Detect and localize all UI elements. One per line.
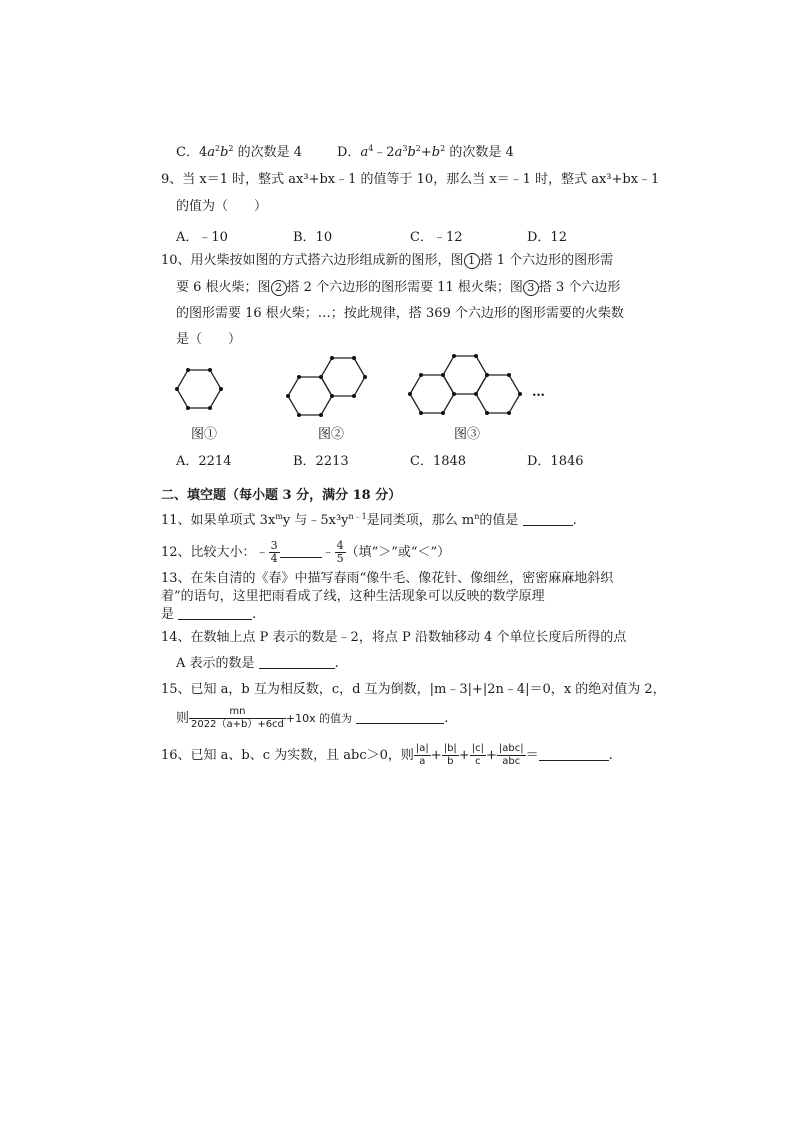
q13-stem-line2: 着”的语句，这里把雨看成了线，这种生活现象可以反映的数学原理: [161, 589, 545, 604]
q11-stem: 11、如果单项式 $3x^my$ 与$﹣5x^3y^{n﹣1}$是同类项，那么 $m^n$的值是 .: [161, 512, 577, 528]
q14-stem-line2: A 表示的数是 .: [176, 656, 339, 671]
q10-stem-line4: 是（ ）: [176, 332, 242, 347]
figure-2-label: 图②: [318, 427, 345, 442]
fraction-abs-c: $\frac{|c|}{c}$: [471, 743, 484, 767]
q9-stem-line1: 9、当 x＝1 时，整式 ax³+bx﹣1 的值等于 10，那么当 x＝﹣1 时，整式 ax³+bx﹣1: [161, 172, 660, 187]
fraction-three-quarters: $\frac{3}{4}$: [270, 539, 278, 565]
q9-option-c: C．﹣12: [410, 230, 463, 245]
q10-option-b: B．2213: [293, 454, 349, 469]
q14-stem-line1: 14、在数轴上点 P 表示的数是﹣2，将点 P 沿数轴移动 4 个单位长度后所得的点: [161, 630, 627, 645]
circle-number-1: 1: [464, 253, 480, 269]
fraction-abs-a: $\frac{|a|}{a}$: [415, 743, 429, 767]
q13-stem-line1: 13、在朱自清的《春》中描写春雨“像牛毛、像花针、像细丝，密密麻麻地斜织: [161, 571, 614, 586]
section-2-heading: 二、填空题（每小题 3 分，满分 18 分）: [161, 488, 402, 503]
figure-3-label: 图③: [454, 427, 481, 442]
q10-stem-line2: 要 6 根火柴；图 2 搭 2 个六边形的图形需要 11 根火柴；图 3 搭 3 个六边形: [176, 280, 621, 295]
q10-option-c: C．1848: [410, 454, 467, 469]
answer-blank[interactable]: [280, 545, 322, 558]
q10-option-a: A．2214: [176, 454, 232, 469]
circle-number-3: 3: [523, 280, 539, 296]
fraction-mn-expression: $\frac{mn}{2022(a+b)+6cd}$: [191, 706, 284, 730]
figure-1-label: 图①: [191, 427, 218, 442]
q8-option-c: C．$4a^2b^2$ 的次数是 4: [176, 144, 303, 160]
figure-1-hexagon: [175, 368, 223, 410]
q9-option-d: D．12: [527, 230, 567, 245]
answer-blank[interactable]: [523, 513, 573, 526]
fraction-abs-b: $\frac{|b|}{b}$: [443, 743, 457, 767]
fraction-four-fifths: $\frac{4}{5}$: [336, 539, 344, 565]
q15-stem-line1: 15、已知 a，b 互为相反数，c，d 互为倒数，|m﹣3|+|2n﹣4|＝0，x 的绝对值为 2，: [161, 682, 666, 697]
q10-option-d: D．1846: [527, 454, 584, 469]
answer-blank[interactable]: [178, 607, 252, 620]
q9-option-b: B．10: [293, 230, 333, 245]
fraction-abs-abc: $\frac{\text{|abc|}}{\text{abc}}$: [498, 743, 524, 767]
circle-number-2: 2: [271, 280, 287, 296]
q8-option-d: D．$a^4﹣2a^3b^2+b^2$ 的次数是 4: [337, 144, 514, 160]
hexagon-figures: [0, 350, 794, 430]
q10-stem-line1: 10、用火柴按如图的方式搭六边形组成新的图形，图 1 搭 1 个六边形的图形需: [161, 253, 614, 268]
q9-stem-line2: 的值为（ ）: [176, 199, 268, 214]
answer-blank[interactable]: [259, 656, 335, 669]
figure-ellipsis: …: [532, 385, 545, 400]
figure-3-hexagons: [408, 354, 522, 415]
figure-2-hexagons: [286, 356, 367, 417]
q13-stem-line3: 是 .: [161, 607, 257, 622]
q12-stem: 12、比较大小：﹣ $\frac{3}{4}$ ﹣ $\frac{4}{5}$ （填“＞”或“＜”）: [161, 539, 451, 565]
q9-option-a: A．﹣10: [176, 230, 228, 245]
answer-blank[interactable]: [356, 711, 444, 724]
q15-stem-line2: 则 $\frac{mn}{2022(a+b)+6cd}$ +10x 的值为 .: [176, 706, 449, 730]
answer-blank[interactable]: [539, 748, 609, 761]
q10-stem-line3: 的图形需要 16 根火柴；…；按此规律，搭 369 个六边形的图形需要的火柴数: [176, 306, 624, 321]
q16-stem: 16、已知 a、b、c 为实数，且 abc＞0，则 $\frac{|a|}{a}$ + $\frac{|b|}{b}$ + $\frac{|c|}{c}$ + $\frac{\text{|abc|}}{\text{abc}}$ ＝ .: [161, 743, 613, 767]
